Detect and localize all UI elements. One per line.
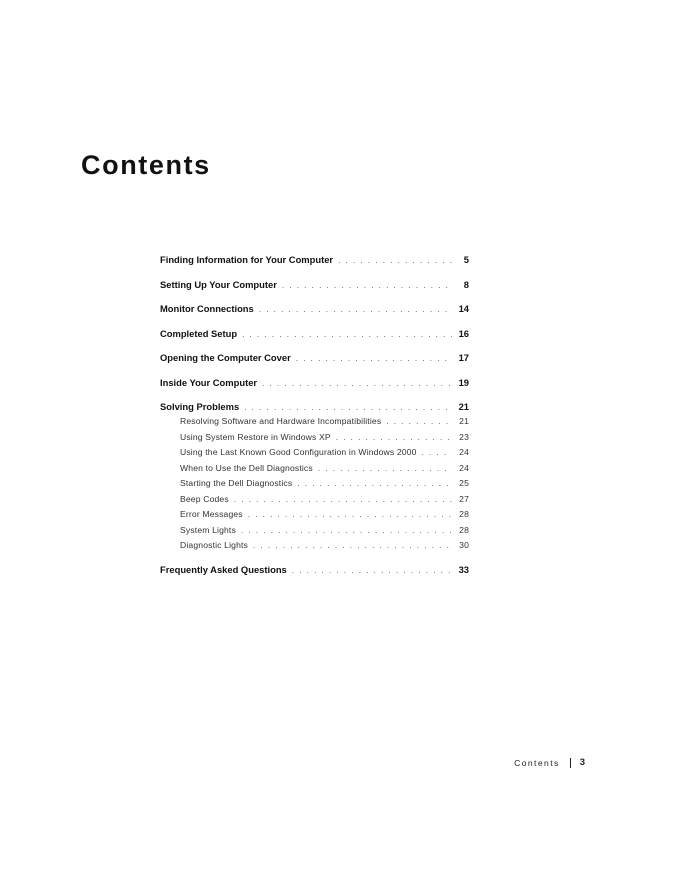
toc-subentry[interactable]	[160, 445, 469, 461]
toc-subentry[interactable]	[160, 414, 469, 430]
toc-entry[interactable]	[160, 250, 469, 275]
toc-entry-page-number: 28	[459, 524, 469, 535]
toc-entry[interactable]	[160, 560, 469, 585]
toc-entry-label: Inside Your Computer	[160, 376, 258, 388]
footer-separator	[570, 758, 571, 768]
toc-entry-page-number: 5	[463, 254, 469, 265]
toc-entry-label: When to Use the Dell Diagnostics	[180, 462, 313, 473]
dot-leader	[259, 300, 452, 320]
toc-entry-label: Using System Restore in Windows XP	[180, 431, 331, 442]
toc-subentry[interactable]	[160, 430, 469, 446]
toc-entry[interactable]	[160, 299, 469, 324]
dot-leader	[296, 349, 452, 369]
toc-entry-page-number: 23	[459, 431, 469, 442]
toc-entry-label: Diagnostic Lights	[180, 540, 248, 550]
toc-entry-page-number: 24	[459, 462, 469, 473]
toc-subentry[interactable]	[160, 507, 469, 523]
dot-leader	[297, 476, 452, 492]
toc-entry-label: Completed Setup	[160, 327, 238, 339]
toc-entry-page-number: 25	[459, 478, 469, 488]
toc-entry-label: Error Messages	[180, 509, 243, 519]
toc-subentry[interactable]	[160, 476, 469, 492]
dot-leader	[318, 461, 452, 477]
dot-leader	[422, 445, 452, 461]
dot-leader	[282, 276, 452, 296]
dot-leader	[248, 507, 452, 523]
toc-entry-page-number: 28	[459, 509, 469, 519]
dot-leader	[242, 325, 452, 345]
toc-entry-page-number: 17	[458, 352, 469, 363]
toc-entry[interactable]	[160, 275, 469, 300]
dot-leader	[262, 374, 452, 394]
page-title: Contents	[81, 150, 211, 180]
toc-entry-label: Starting the Dell Diagnostics	[180, 478, 293, 488]
toc-entry-label: Solving Problems	[160, 401, 240, 412]
toc-entry-page-number: 30	[459, 540, 469, 550]
footer-label: Contents	[514, 757, 560, 768]
table-of-contents	[160, 250, 469, 585]
toc-entry[interactable]	[160, 324, 469, 349]
footer-page-number: 3	[579, 757, 585, 768]
toc-entry[interactable]	[160, 397, 469, 414]
toc-entry-page-number: 14	[458, 303, 469, 314]
toc-entry-page-number: 8	[463, 278, 469, 290]
toc-entry-label: Frequently Asked Questions	[160, 564, 287, 575]
dot-leader	[336, 430, 452, 446]
toc-entry-label: System Lights	[180, 524, 236, 535]
toc-entry-page-number: 21	[458, 401, 469, 412]
toc-subentry[interactable]	[160, 492, 469, 508]
dot-leader	[234, 492, 452, 508]
dot-leader	[386, 414, 452, 430]
toc-entry-page-number: 21	[459, 416, 469, 426]
dot-leader	[253, 538, 452, 554]
toc-entry[interactable]	[160, 373, 469, 398]
toc-entry-page-number: 19	[458, 376, 469, 388]
toc-entry-page-number: 24	[459, 447, 469, 457]
toc-entry-label: Opening the Computer Cover	[160, 352, 291, 363]
dot-leader	[338, 251, 452, 271]
toc-entry[interactable]	[160, 348, 469, 373]
dot-leader	[292, 561, 452, 581]
toc-entry-label: Resolving Software and Hardware Incompatibilities	[180, 416, 382, 426]
toc-entry-label: Beep Codes	[180, 493, 229, 504]
toc-entry-page-number: 27	[459, 493, 469, 504]
toc-subentry[interactable]	[160, 523, 469, 539]
toc-entry-page-number: 16	[458, 327, 469, 339]
toc-entry-label: Setting Up Your Computer	[160, 278, 277, 290]
toc-entry-label: Using the Last Known Good Configuration in Windows 2000	[180, 447, 417, 457]
toc-entry-page-number: 33	[458, 564, 469, 575]
toc-entry-label: Monitor Connections	[160, 303, 254, 314]
toc-subentry[interactable]	[160, 538, 469, 560]
page-footer	[0, 757, 585, 768]
toc-subentry[interactable]	[160, 461, 469, 477]
toc-entry-label: Finding Information for Your Computer	[160, 254, 334, 265]
dot-leader	[241, 523, 452, 539]
